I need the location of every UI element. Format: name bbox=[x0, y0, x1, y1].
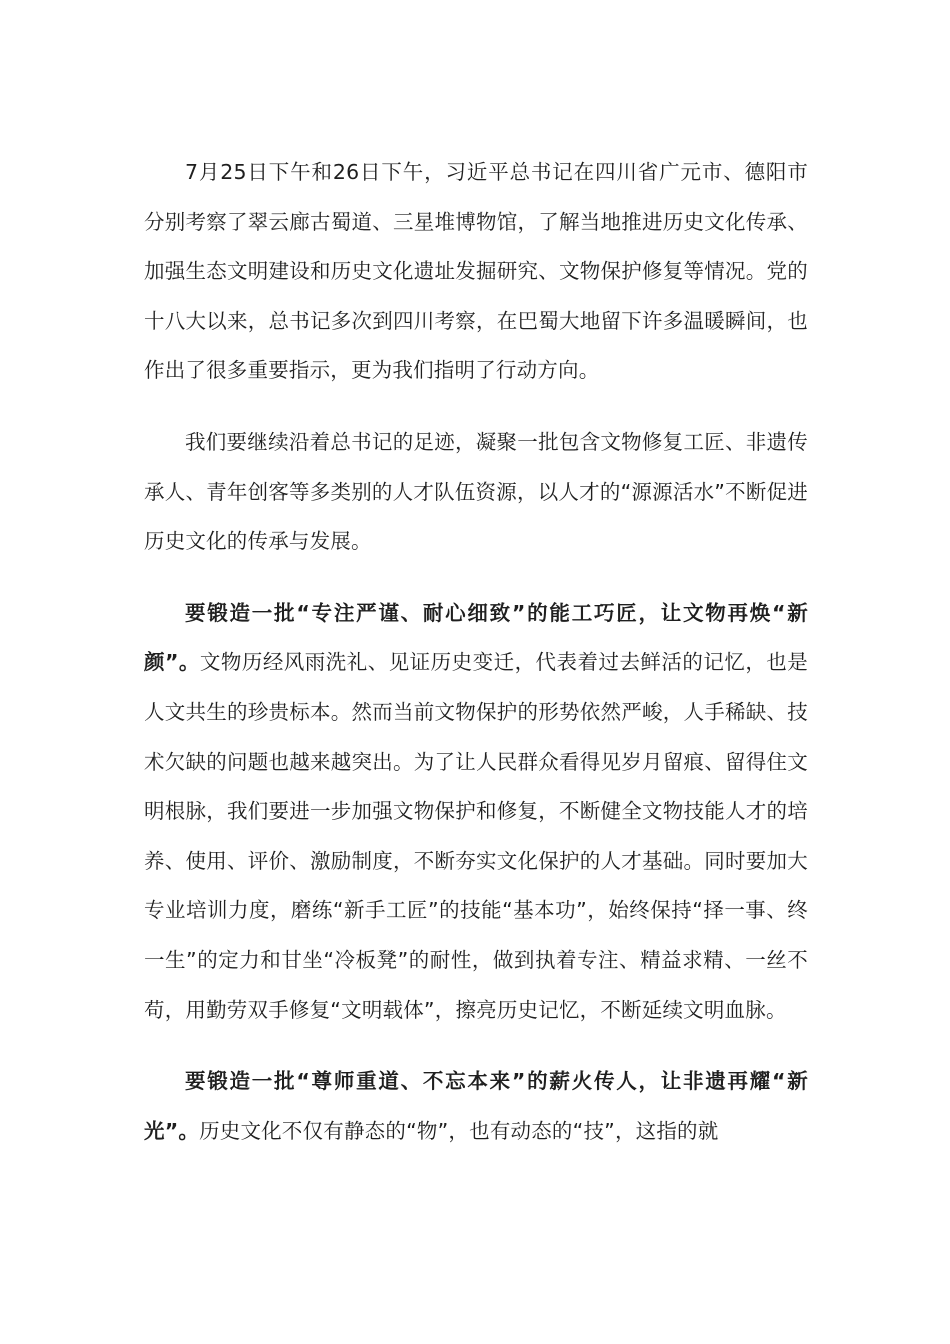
paragraph-4-text: 历史文化不仅有静态的“物”，也有动态的“技”，这指的就 bbox=[199, 1118, 719, 1143]
paragraph-2-text: 我们要继续沿着总书记的足迹，凝聚一批包含文物修复工匠、非遗传承人、青年创客等多类别的人才队伍资源，以人才的“源源活水”不断促进历史文化的传承与发展。 bbox=[144, 429, 808, 554]
paragraph-4 bbox=[144, 1057, 808, 1156]
paragraph-3-text: 文物历经风雨洗礼、见证历史变迁，代表着过去鲜活的记忆，也是人文共生的珍贵标本。然而当前文物保护的形势依然严峻，人手稀缺、技术欠缺的问题也越来越突出。为了让人民群众看得见岁月留痕、留得住文明根脉，我们要进一步加强文物保护和修复，不断健全文物技能人才的培养、使用、评价、激励制度，不断夯实文化保护的人才基础。同时要加大专业培训力度，磨练“新手工匠”的技能“基本功”，始终保持“择一事、终一生”的定力和甘坐“冷板凳”的耐性，做到执着专注、精益求精、一丝不苟，用勤劳双手修复“文明载体”，擦亮历史记忆，不断延续文明血脉。 bbox=[144, 650, 808, 1022]
paragraph-3-heading: 要锻造一批“专注严谨、耐心细致”的能工巧匠，让文物再焕“新颜”。 bbox=[144, 600, 808, 675]
document-body bbox=[144, 148, 808, 1178]
paragraph-4-heading: 要锻造一批“尊师重道、不忘本来”的薪火传人，让非遗再耀“新光”。 bbox=[144, 1069, 808, 1143]
paragraph-3 bbox=[144, 589, 808, 1035]
paragraph-2 bbox=[144, 418, 808, 567]
paragraph-1 bbox=[144, 148, 808, 396]
paragraph-1-text: 7月25日下午和26日下午，习近平总书记在四川省广元市、德阳市分别考察了翠云廊古蜀道、三星堆博物馆，了解当地推进历史文化传承、加强生态文明建设和历史文化遗址发掘研究、文物保护修复等情况。党的十八大以来，总书记多次到四川考察，在巴蜀大地留下许多温暖瞬间，也作出了很多重要指示，更为我们指明了行动方向。 bbox=[144, 160, 808, 383]
